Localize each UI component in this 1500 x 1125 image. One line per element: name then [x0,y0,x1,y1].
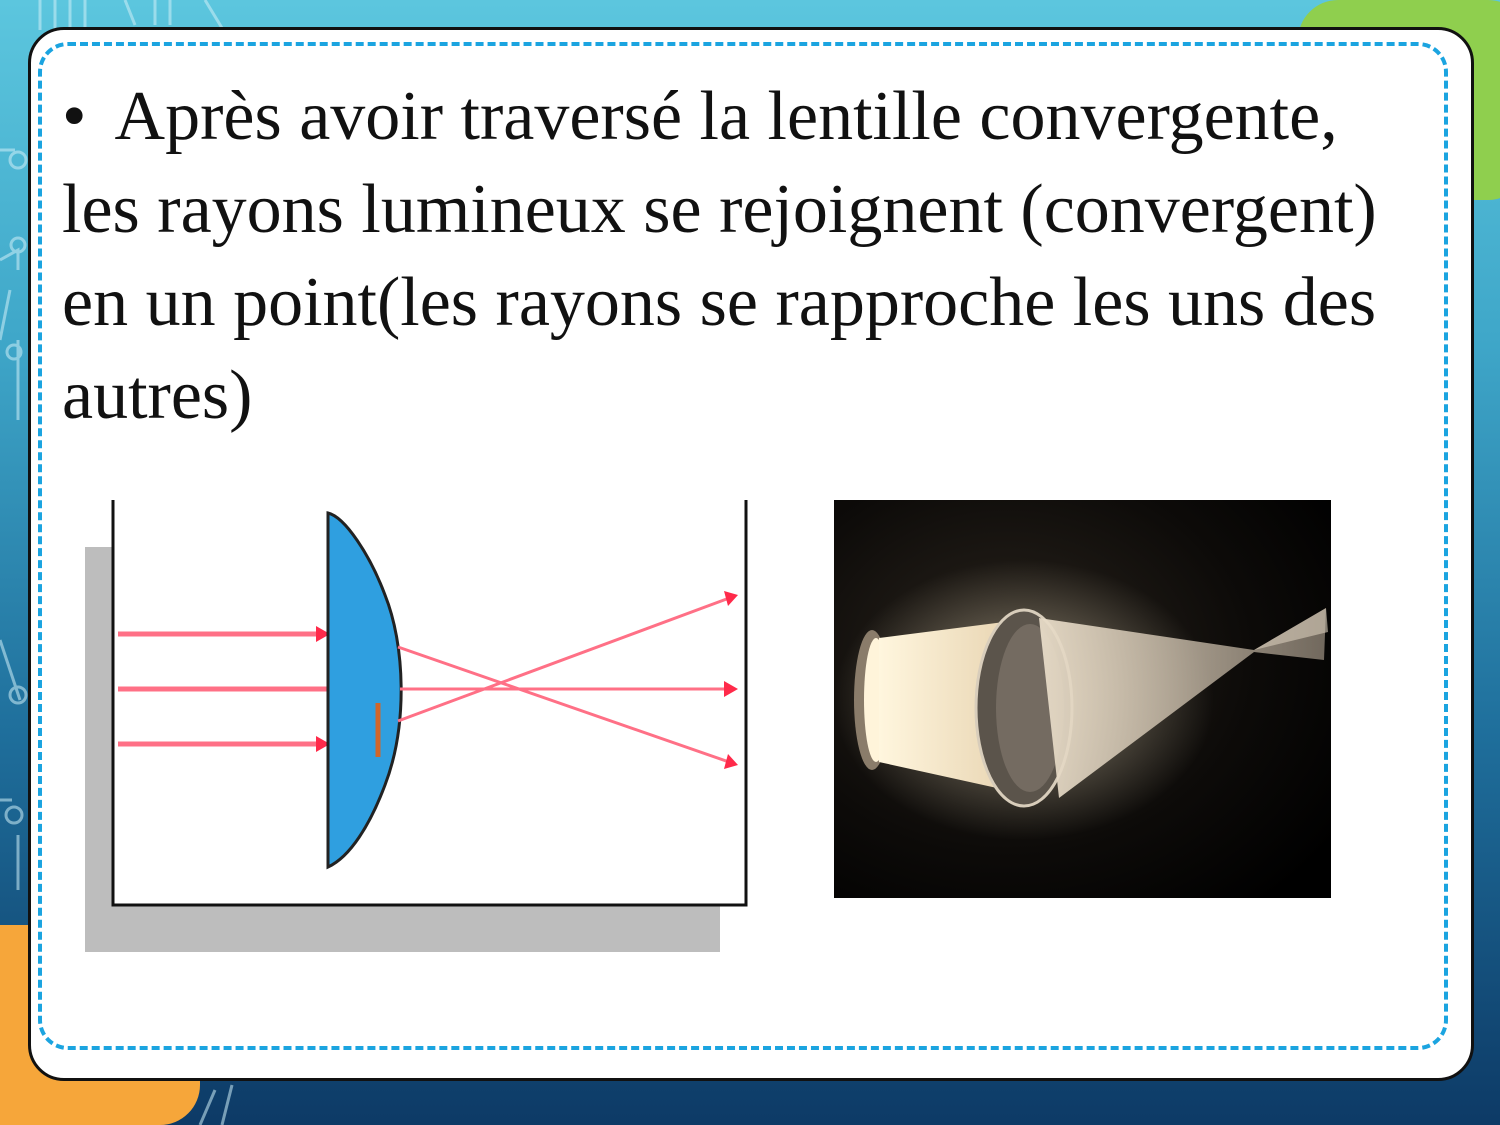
bullet-marker: • [62,78,87,155]
bullet-paragraph [62,70,1402,442]
lens-light-photo [834,500,1331,898]
bullet-text: Après avoir traversé la lentille convergente, les rayons lumineux se rejoignent (convergent) en un point(les rayons se rapproche les uns des autres) [62,78,1377,434]
convergent-lens-diagram [80,495,760,965]
